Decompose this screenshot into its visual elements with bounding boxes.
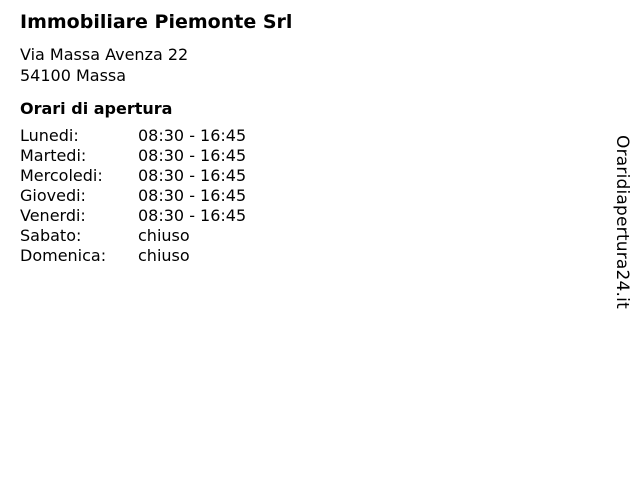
address-city: 54100 Massa bbox=[20, 66, 127, 85]
hours-row-sunday bbox=[20, 246, 580, 266]
hours-row-tuesday bbox=[20, 146, 580, 166]
site-watermark: Oraridiapertura24.it bbox=[612, 135, 632, 309]
hours-time-value: 08:30 - 16:45 bbox=[138, 126, 247, 145]
hours-row-saturday bbox=[20, 226, 580, 246]
hours-day-label: Giovedi: bbox=[20, 186, 86, 205]
hours-time-value: 08:30 - 16:45 bbox=[138, 146, 247, 165]
hours-time-value: 08:30 - 16:45 bbox=[138, 166, 247, 185]
hours-row-friday bbox=[20, 206, 580, 226]
address-street: Via Massa Avenza 22 bbox=[20, 45, 189, 64]
hours-day-label: Lunedi: bbox=[20, 126, 79, 145]
hours-time-value: 08:30 - 16:45 bbox=[138, 186, 247, 205]
hours-row-wednesday bbox=[20, 166, 580, 186]
opening-hours-heading: Orari di apertura bbox=[20, 99, 173, 118]
hours-day-label: Martedi: bbox=[20, 146, 87, 165]
address-block bbox=[20, 44, 580, 86]
hours-time-value: chiuso bbox=[138, 226, 190, 245]
hours-day-label: Venerdi: bbox=[20, 206, 86, 225]
hours-time-value: chiuso bbox=[138, 246, 190, 265]
business-card bbox=[20, 10, 580, 266]
hours-row-monday bbox=[20, 126, 580, 146]
company-name: Immobiliare Piemonte Srl bbox=[20, 11, 293, 33]
hours-time-value: 08:30 - 16:45 bbox=[138, 206, 247, 225]
hours-day-label: Domenica: bbox=[20, 246, 107, 265]
hours-day-label: Mercoledi: bbox=[20, 166, 103, 185]
hours-day-label: Sabato: bbox=[20, 226, 82, 245]
hours-row-thursday bbox=[20, 186, 580, 206]
opening-hours-table bbox=[20, 126, 580, 266]
